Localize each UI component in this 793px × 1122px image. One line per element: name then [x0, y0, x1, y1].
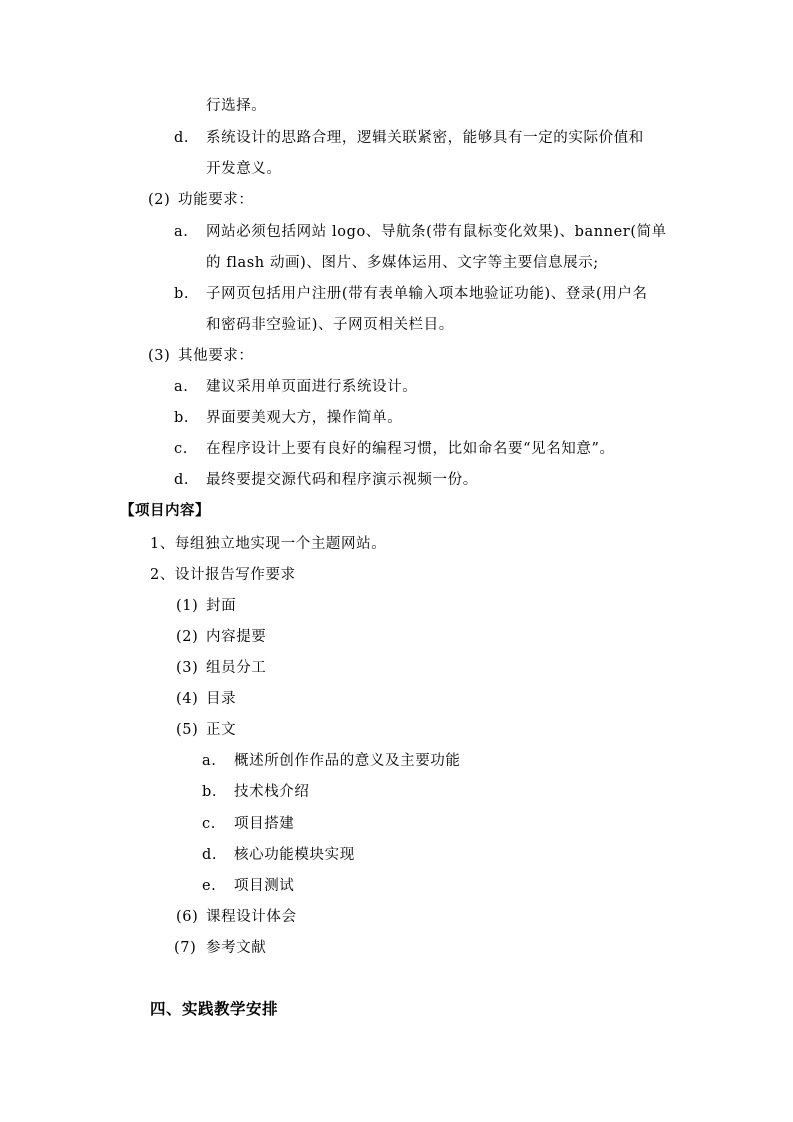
body-item [202, 845, 355, 865]
list-marker: (5) [176, 722, 199, 738]
list-item-b [174, 284, 648, 304]
list-item-text: 目录 [206, 691, 237, 707]
report-part [176, 689, 236, 709]
list-item [174, 439, 615, 459]
list-marker: (7) [174, 940, 197, 956]
continuation-line: 行选择。 [206, 98, 267, 114]
body-item [202, 751, 461, 771]
list-marker: a. [174, 379, 189, 395]
list-marker: (3) [148, 348, 171, 364]
report-part [174, 938, 266, 958]
list-item-d [174, 128, 644, 148]
list-item-text: 网站必须包括网站 logo、导航条(带有鼠标变化效果)、banner(简单 [206, 224, 667, 240]
list-marker: d. [174, 472, 190, 488]
list-marker: (3) [176, 660, 199, 676]
list-item-continuation: 的 flash 动画)、图片、多媒体运用、文字等主要信息展示; [206, 255, 599, 271]
section-title: 【项目内容】 [120, 503, 210, 519]
report-part [176, 596, 236, 616]
report-part [176, 658, 266, 678]
content-item-2: 2、设计报告写作要求 [150, 567, 296, 583]
list-item-text: 项目测试 [234, 878, 295, 894]
list-item-a [174, 222, 667, 242]
list-marker: (2) [148, 192, 171, 208]
list-item-text: 子网页包括用户注册(带有表单输入项本地验证功能)、登录(用户名 [206, 286, 648, 302]
list-marker: e. [202, 878, 217, 894]
list-item-text: 组员分工 [206, 660, 267, 676]
list-item-text: 在程序设计上要有良好的编程习惯，比如命名要“见名知意”。 [206, 441, 615, 457]
list-item [174, 408, 402, 428]
report-part [176, 907, 297, 927]
list-item-text: 最终要提交源代码和程序演示视频一份。 [206, 472, 478, 488]
list-marker: d. [202, 847, 218, 863]
content-item-1: 1、每组独立地实现一个主题网站。 [150, 536, 387, 552]
body-item [202, 876, 294, 896]
list-marker: (4) [176, 691, 199, 707]
list-marker: a. [202, 753, 217, 769]
list-item-text: 项目搭建 [234, 816, 295, 832]
list-marker: a. [174, 224, 189, 240]
list-marker: b. [174, 410, 190, 426]
list-item-text: 建议采用单页面进行系统设计。 [206, 379, 418, 395]
report-part [176, 720, 236, 740]
list-item-continuation: 开发意义。 [206, 161, 282, 177]
heading-text: 功能要求： [178, 192, 254, 208]
list-item-text: 正文 [206, 722, 237, 738]
list-marker: (6) [176, 909, 199, 925]
list-item-text: 课程设计体会 [206, 909, 297, 925]
report-part [176, 627, 266, 647]
list-marker: c. [202, 816, 216, 832]
list-marker: b. [174, 286, 190, 302]
list-marker: d. [174, 130, 190, 146]
heading-text: 其他要求： [178, 348, 254, 364]
list-item [174, 377, 417, 397]
list-item-text: 参考文献 [206, 940, 267, 956]
list-item-text: 界面要美观大方，操作简单。 [206, 410, 403, 426]
body-item [202, 782, 310, 802]
list-item-text: 系统设计的思路合理，逻辑关联紧密，能够具有一定的实际价值和 [206, 130, 644, 146]
requirement-heading-other [148, 346, 254, 366]
list-item [174, 470, 478, 490]
requirement-heading-function [148, 190, 254, 210]
list-item-text: 核心功能模块实现 [234, 847, 355, 863]
list-item-text: 内容提要 [206, 629, 267, 645]
list-item-text: 概述所创作作品的意义及主要功能 [234, 753, 461, 769]
list-marker: (2) [176, 629, 199, 645]
list-item-text: 技术栈介绍 [234, 784, 310, 800]
list-marker: (1) [176, 598, 199, 614]
list-item-text: 封面 [206, 598, 237, 614]
list-item-continuation: 和密码非空验证)、子网页相关栏目。 [206, 317, 454, 333]
chapter-title: 四、实践教学安排 [150, 1000, 279, 1018]
list-marker: b. [202, 784, 218, 800]
body-item [202, 814, 294, 834]
list-marker: c. [174, 441, 188, 457]
